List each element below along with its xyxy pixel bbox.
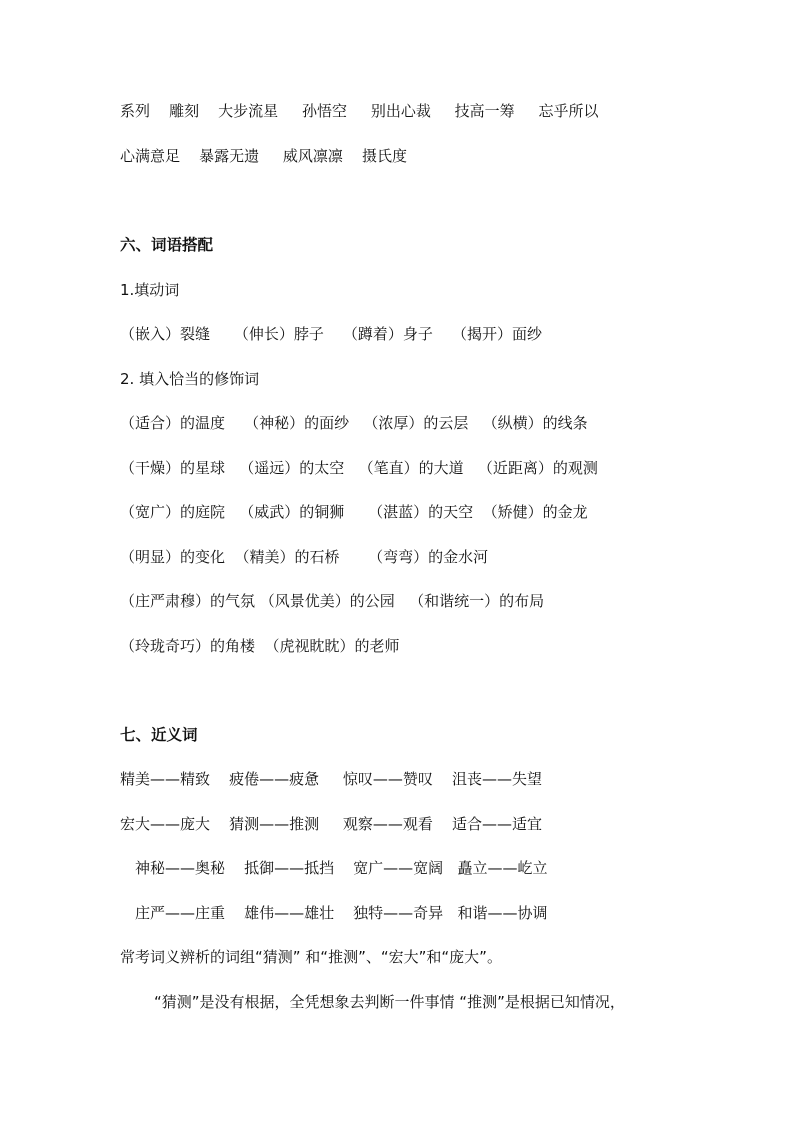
section-6-title: 六、词语搭配 [120, 236, 214, 254]
synonym-explanation: “猜测”是没有根据，全凭想象去判断一件事情 “推测”是根据已知情况， [154, 993, 625, 1011]
synonym-row-1: 精美——精致 疲倦——疲惫 惊叹——赞叹 沮丧——失望 [120, 770, 542, 788]
modifier-row-3: （宽广）的庭院 （威武）的铜狮 （湛蓝）的天空 （矫健）的金龙 [120, 503, 588, 521]
verb-fill-line: （嵌入）裂缝 （伸长）脖子 （蹲着）身子 （揭开）面纱 [120, 325, 542, 343]
modifier-row-6: （玲珑奇巧）的角楼 （虎视眈眈）的老师 [120, 637, 400, 655]
section-7-title: 七、近义词 [120, 726, 198, 744]
word-list-line-1: 系列 雕刻 大步流星 孙悟空 别出心裁 技高一筹 忘乎所以 [120, 102, 599, 120]
synonym-row-2: 宏大——庞大 猜测——推测 观察——观看 适合——适宜 [120, 815, 542, 833]
modifier-row-2: （干燥）的星球 （遥远）的太空 （笔直）的大道 （近距离）的观测 [120, 459, 598, 477]
synonym-note: 常考词义辨析的词组“猜测” 和“推测”、“宏大”和“庞大”。 [120, 948, 502, 966]
modifier-row-4: （明显）的变化 （精美）的石桥 （弯弯）的金水河 [120, 548, 489, 566]
modifier-row-5: （庄严肃穆）的气氛 （风景优美）的公园 （和谐统一）的布局 [120, 592, 545, 610]
synonym-row-3: 神秘——奥秘 抵御——抵挡 宽广——宽阔 矗立——屹立 [135, 859, 548, 877]
synonym-row-4: 庄严——庄重 雄伟——雄壮 独特——奇异 和谐——协调 [135, 904, 548, 922]
modifier-row-1: （适合）的温度 （神秘）的面纱 （浓厚）的云层 （纵横）的线条 [120, 414, 588, 432]
section-6-sub1: 1.填动词 [120, 281, 180, 299]
word-list-line-2: 心满意足 暴露无遗 威风凛凛 摄氏度 [120, 147, 407, 165]
section-6-sub2: 2. 填入恰当的修饰词 [120, 370, 260, 388]
